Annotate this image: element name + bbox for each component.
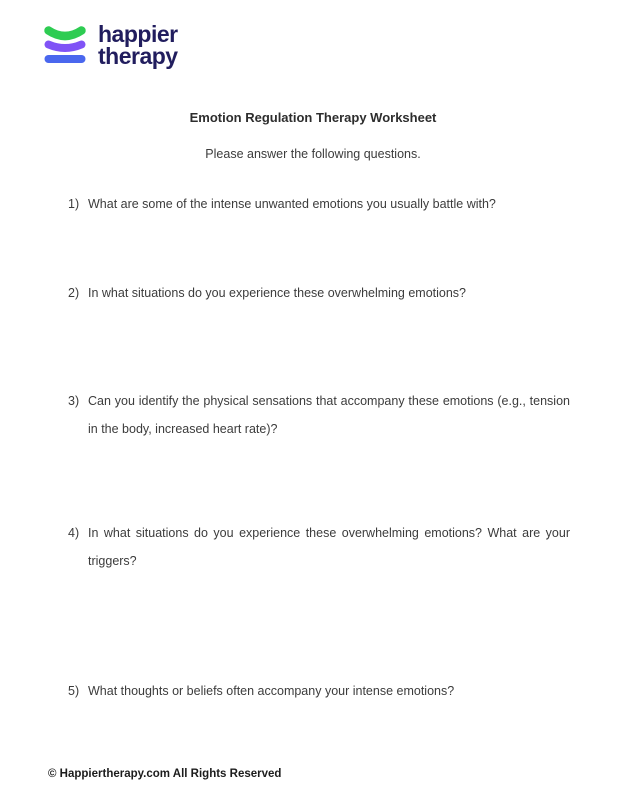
question-text: Can you identify the physical sensations that accompany these emotions (e.g., tension in the body, increased heart rate)? [88, 394, 570, 436]
three-curved-bars-icon [42, 21, 88, 68]
happier-therapy-logo [42, 21, 178, 68]
logo-wordmark [98, 20, 178, 69]
worksheet-title: Emotion Regulation Therapy Worksheet [189, 110, 437, 125]
question-item-4 [68, 519, 570, 575]
copyright-footer: © Happiertherapy.com All Rights Reserved [48, 768, 282, 780]
question-list [0, 190, 626, 705]
logo-purple-curve [49, 45, 82, 49]
question-number: 2) [68, 286, 80, 300]
question-item-3 [68, 387, 570, 443]
question-number: 5) [68, 684, 80, 698]
logo-green-curve [49, 31, 82, 37]
question-item-2 [68, 279, 570, 307]
question-text: What thoughts or beliefs often accompany your intense emotions? [88, 684, 455, 698]
question-number: 1) [68, 197, 80, 211]
question-number: 4) [68, 526, 80, 540]
logo-wordmark-line2: therapy [98, 42, 178, 69]
question-item-5 [68, 677, 570, 705]
question-text: In what situations do you experience these overwhelming emotions? What are your triggers? [88, 526, 570, 568]
question-text: In what situations do you experience these overwhelming emotions? [88, 286, 466, 300]
question-text: What are some of the intense unwanted emotions you usually battle with? [88, 197, 496, 211]
question-number: 3) [68, 394, 80, 408]
worksheet-subtitle: Please answer the following questions. [205, 147, 421, 161]
logo-wordmark-line1: happier [98, 20, 178, 47]
question-item-1 [68, 190, 570, 218]
